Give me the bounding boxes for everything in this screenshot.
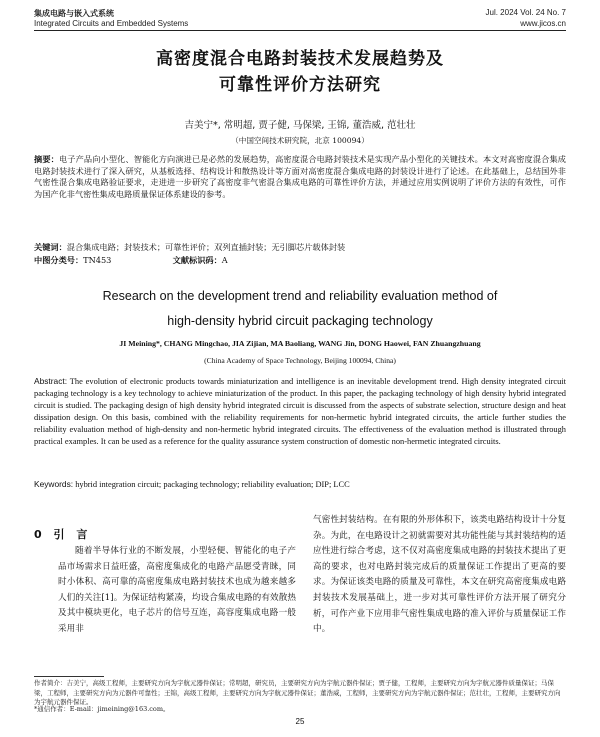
- journal-website: www.jicos.cn: [520, 19, 566, 28]
- journal-issue: Jul. 2024 Vol. 24 No. 7: [485, 8, 566, 17]
- section-heading-introduction: 0 引 言: [34, 528, 92, 541]
- abstract-en-text: The evolution of electronic products towards miniaturization and intelligence is an inevitable development trend. High density integrated circuit packaging technology is a key technology to achieve miniaturization of the product. In this paper, the packaging technology of high density hybrid integrated circuit is studied. The packaging design of high density hybrid integrated circuit is discussed from the aspects of substrate selection, structure design and heat dissipation design. On this basis, combined with the reliability requirements for non-hermetic hybrid integrated circuits, the article further studies the reliability evaluation method of high-density and non-hermetic hybrid integrated circuits. The effectiveness of the evaluation method is illustrated through practical examples. It can be used as a reference for the quality assurance system construction of domestic non-hermetic integrated circuits.: [34, 377, 566, 446]
- abstract-en-label: Abstract:: [34, 376, 68, 386]
- clc-value: TN453: [83, 255, 112, 265]
- body-column-right: 气密性封装结构。在有限的外形体积下，该类电路结构设计十分复杂。为此，在电路设计之初就需要对其功能性能与其封装结构的适应性进行综合考虑，这不仅对高密度集成电路的封装技术提出了更高的要求，也对电路封装完成后的质量保证工作提出了更高的要求。为保证该类电路的质量及可靠性，本文在研究高密度集成电路封装技术发展基础上，进一步对其可靠性评价方法开展了研究分析，可作产业下应用非气密性集成电路的准入评价与质量保证工作中。: [313, 515, 566, 635]
- footnote-rule: [34, 676, 104, 677]
- title-cn-line1: 高密度混合电路封装技术发展趋势及: [156, 49, 444, 69]
- classification-line: [34, 255, 566, 267]
- keywords-cn-label: 关键词：: [34, 242, 67, 252]
- journal-name-cn: 集成电路与嵌入式系统: [34, 9, 114, 18]
- authors-cn: 吉美宁*, 常明超, 贾子健, 马保梁, 王锦, 董浩威, 范壮壮: [184, 120, 416, 131]
- authors-en: JI Meining*, CHANG Mingchao, JIA Zijian, MA Baoliang, WANG Jin, DONG Haowei, FAN Zhuangzhuang: [119, 339, 481, 348]
- doc-code-label: 文献标识码：: [172, 255, 222, 265]
- keywords-en-label: Keywords:: [34, 479, 74, 489]
- abstract-cn-text: 电子产品向小型化、智能化方向演进已是必然的发展趋势，高密度混合电路封装技术是实现产品小型化的关键技术。本文对高密度混合集成电路封装技术进行了深入研究，从基板选择、结构设计和散热设计等方面对高密度混合集成电路的封装设计进行了论述。在此基础上，总结国外非气密性混合集成电路验证要求，走进进一步研究了高密度非气密混合集成电路的可靠性评价方法，并通过应用实例说明了评价方法的有效性，可作为国产化非气密性集成电路质量保证体系建设的参考。: [34, 154, 566, 199]
- affiliation-en: (China Academy of Space Technology, Beijing 100094, China): [204, 356, 396, 365]
- abstract-cn: [34, 154, 566, 234]
- abstract-en: [34, 375, 566, 471]
- affiliation-cn: （中国空间技术研究院，北京 100094）: [231, 136, 369, 145]
- keywords-cn: [34, 242, 566, 254]
- title-en-line1: Research on the development trend and reliability evaluation method of: [102, 289, 498, 303]
- title-cn-line2: 可靠性评价方法研究: [219, 75, 381, 95]
- footnote-author-bio: 作者简介：吉美宁，高级工程师，主要研究方向为宇航元器件保证；常明超，研究员，主要研究方向为宇航元器件保证；贾子健，工程师，主要研究方向为宇航元器件质量保证；马保梁，工程师，主要研究方向为元器件可靠性；王锦，高级工程师，主要研究方向为宇航元器件保证；董浩威，工程师，主要研究方向为宇航元器件保证；范壮壮，工程师，主要研究方向为宇航元器件保证。: [34, 679, 561, 706]
- keywords-en: [34, 478, 566, 491]
- title-en-line2: high-density hybrid circuit packaging technology: [167, 314, 433, 328]
- header-rule: [34, 30, 566, 31]
- footnote-contact: *通信作者：E-mail：jimeining@163.com。: [34, 705, 170, 713]
- body-column-left: 随着半导体行业的不断发展，小型轻便、智能化的电子产品市场需求日益旺盛，高密度集成化的电路产品愿受青睐，同时小体积、高可靠的高密度集成电路封装技术也成为越来越多人们的关注[1]。为保证结构紧凑，均设合集成电路的有效散热及其中模块更化，电子芯片的信号互连，高容度集成电路一般采用非: [58, 546, 296, 634]
- page-number: 25: [295, 717, 305, 726]
- doc-code-value: A: [221, 255, 228, 265]
- keywords-en-text: hybrid integration circuit; packaging technology; reliability evaluation; DIP; LCC: [75, 480, 350, 489]
- clc-label: 中图分类号：: [34, 255, 84, 265]
- keywords-cn-text: 混合集成电路；封装技术；可靠性评价；双列直插封装；无引脚芯片载体封装: [66, 242, 346, 252]
- journal-name-en: Integrated Circuits and Embedded Systems: [34, 19, 189, 28]
- abstract-cn-label: 摘要：: [34, 154, 59, 164]
